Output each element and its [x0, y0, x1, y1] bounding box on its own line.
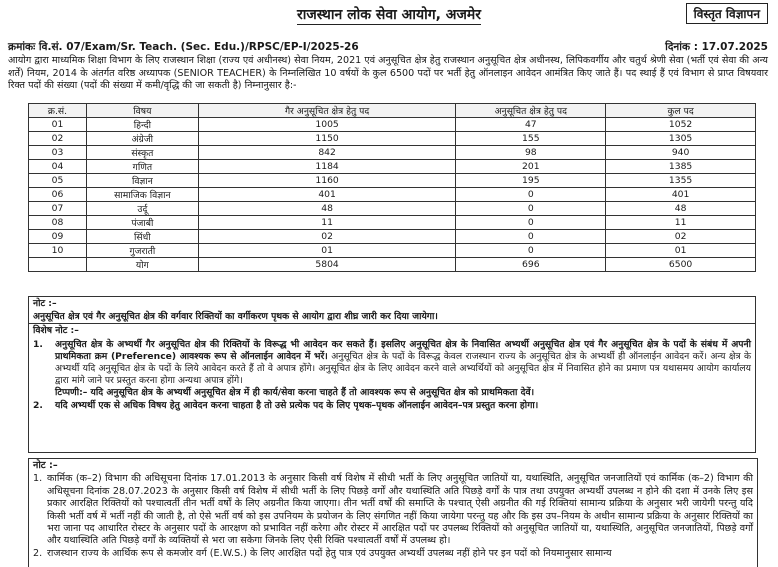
cell-serial: 07 — [29, 202, 87, 216]
table-row — [29, 216, 756, 230]
total-non-scheduled: 5804 — [198, 258, 456, 272]
vacancy-table — [28, 103, 756, 272]
intro-paragraph: आयोग द्वारा माध्यमिक शिक्षा विभाग के लिए राजस्थान शिक्षा (राज्य एवं अधीनस्थ) सेवा नियम, 2021 एवं अनुसूचित क्षेत्र हेतु राजस्थान अनुसूचित क्षेत्र अधीनस्थ, लिपिकवर्गीय और चतुर्थ श्रेणी सेवा (भर्ती एवं सेवा की अन्य शर्तें) नियम, 2014 के अंतर्गत वरिष्ठ अध्यापक (SENIOR TEACHER) के निम्नलिखित 10 वर्षयों के कुल 6500 पदों पर भर्ती हेतु ऑनलाइन आवेदन आमंत्रित किए जाते हैं। पद स्थाई हैं एवं विभाग से प्राप्त विषयवार रिक्त पदों की संख्या (पदों की संख्या में कमी/वृद्धि की जा सकती है) निम्नानुसार है:- — [8, 55, 768, 92]
item-text — [55, 339, 751, 388]
item-text: यदि अभ्यर्थी एक से अधिक विषय हेतु आवेदन करना चाहता है तो उसे प्रत्येक पद के लिए पृथक–पृथक ऑनलाईन आवेदन–पत्र प्रस्तुत करना होगा। — [55, 399, 539, 411]
total-scheduled: 696 — [456, 258, 606, 272]
reference-code: 07/Exam/Sr. Teach. (Sec. Edu.)/RPSC/EP-I/2025-26 — [66, 41, 359, 53]
tip-note: टिप्पणी:– यदि अनुसूचित क्षेत्र के अभ्यर्थी अनुसूचित क्षेत्र में ही कार्य/सेवा करना चाहते हैं तो आवश्यक रूप से अनुसूचित क्षेत्र को प्राथमिकता देवें। — [55, 387, 535, 399]
detailed-advertisement-badge: विस्तृत विज्ञापन — [686, 3, 768, 24]
cell-non-scheduled: 1005 — [198, 118, 456, 132]
cell-scheduled: 98 — [456, 146, 606, 160]
issue-date — [665, 40, 768, 54]
item-number: 1. — [33, 338, 43, 350]
cell-total: 940 — [606, 146, 756, 160]
special-note-item-1 — [29, 339, 755, 388]
cell-scheduled: 0 — [456, 216, 606, 230]
item-number: 2. — [33, 399, 43, 411]
note-heading: नोट :– — [33, 298, 57, 309]
cell-total: 1385 — [606, 160, 756, 174]
table-row — [29, 174, 756, 188]
cell-total: 1355 — [606, 174, 756, 188]
general-notes — [28, 458, 758, 567]
general-note-item-1 — [29, 473, 757, 547]
table-row — [29, 230, 756, 244]
cell-non-scheduled: 1160 — [198, 174, 456, 188]
cell-total: 1305 — [606, 132, 756, 146]
cell-non-scheduled: 1150 — [198, 132, 456, 146]
item-text: राजस्थान राज्य के आर्थिक रूप से कमजोर वर्ग (E.W.S.) के लिए आरक्षित पदों हेतु पात्र एवं उपयुक्त अभ्यर्थी उपलब्ध नहीं होने पर इन पदों को नियमानुसार सामान्य — [47, 547, 612, 559]
table-header-row — [29, 104, 756, 118]
total-label: योग — [86, 258, 198, 272]
table-row — [29, 202, 756, 216]
cell-non-scheduled: 11 — [198, 216, 456, 230]
notes-box — [28, 296, 756, 453]
cell-subject: हिन्दी — [86, 118, 198, 132]
reference-number — [8, 40, 359, 54]
table-row — [29, 244, 756, 258]
cell-scheduled: 47 — [456, 118, 606, 132]
reference-line — [8, 40, 768, 54]
cell-total: 48 — [606, 202, 756, 216]
cell-subject: सिंधी — [86, 230, 198, 244]
cell-serial: 09 — [29, 230, 87, 244]
col-total: कुल पद — [606, 104, 756, 118]
note-classification-line: अनुसूचित क्षेत्र एवं गैर अनुसूचित क्षेत्र की वर्गवार रिक्तियों का वर्गीकरण पृथक से आयोग द्वारा शीघ्र जारी कर दिया जायेगा। — [29, 311, 755, 324]
special-note-heading: विशेष नोट :– — [33, 325, 79, 337]
cell-scheduled: 201 — [456, 160, 606, 174]
cell-non-scheduled: 401 — [198, 188, 456, 202]
cell-total: 401 — [606, 188, 756, 202]
cell-total: 01 — [606, 244, 756, 258]
total-all: 6500 — [606, 258, 756, 272]
cell-scheduled: 0 — [456, 202, 606, 216]
col-serial: क्र.सं. — [29, 104, 87, 118]
cell-subject: गुजराती — [86, 244, 198, 258]
item-text-rest: अनुसूचित क्षेत्र के पदों के विरूद्ध केवल राजस्थान राज्य के अनुसूचित क्षेत्र के अभ्यर्थी ही ऑनलाईन आवेदन करें। अन्य क्षेत्र के अभ्यर्थी यदि अनुसूचित क्षेत्र के पदों के लिये आवेदन करते हैं तो वे अपात्र होंगे। अनुसूचित क्षेत्र के लिए आवेदन करने वाले अभ्यर्थियों को अनुसूचित क्षेत्र में निवासित होने का प्रमाण पत्र यथासमय आयोग कार्यालय द्वारा मांगे जाने पर प्रस्तुत करना होगा अन्यथा अपात्र होंगे। — [55, 350, 752, 387]
item-number: 2. — [33, 547, 43, 559]
special-note-item-2 — [29, 400, 755, 412]
col-subject: विषय — [86, 104, 198, 118]
cell-non-scheduled: 02 — [198, 230, 456, 244]
cell-serial: 03 — [29, 146, 87, 160]
cell-total: 11 — [606, 216, 756, 230]
total-blank — [29, 258, 87, 272]
cell-non-scheduled: 48 — [198, 202, 456, 216]
cell-scheduled: 155 — [456, 132, 606, 146]
cell-subject: संस्कृत — [86, 146, 198, 160]
cell-non-scheduled: 842 — [198, 146, 456, 160]
table-row — [29, 146, 756, 160]
cell-non-scheduled: 01 — [198, 244, 456, 258]
general-note-item-2 — [29, 548, 757, 560]
cell-subject: गणित — [86, 160, 198, 174]
cell-serial: 04 — [29, 160, 87, 174]
cell-subject: सामाजिक विज्ञान — [86, 188, 198, 202]
cell-serial: 05 — [29, 174, 87, 188]
cell-serial: 08 — [29, 216, 87, 230]
item-number: 1. — [33, 473, 43, 485]
item-text-bold: अनुसूचित क्षेत्र के अभ्यर्थी गैर अनुसूचित क्षेत्र की रिक्तियों के विरूद्ध भी आवेदन कर सकते हैं। इसलिए अनुसूचित क्षेत्र के निवासित अभ्यर्थी अनुसूचित क्षेत्र एवं गैर अनुसूचित क्षेत्र के पदों के संबंध में अपनी प्राथमिकता क्रम (Preference) आवश्यक रूप से ऑनलाईन आवेदन में भरें। — [55, 338, 751, 362]
cell-serial: 10 — [29, 244, 87, 258]
cell-non-scheduled: 1184 — [198, 160, 456, 174]
date-value: 17.07.2025 — [701, 41, 768, 53]
col-scheduled: अनुसूचित क्षेत्र हेतु पद — [456, 104, 606, 118]
general-note-heading: नोट :– — [33, 460, 58, 471]
cell-total: 1052 — [606, 118, 756, 132]
cell-subject: अंग्रेजी — [86, 132, 198, 146]
cell-subject: उर्दू — [86, 202, 198, 216]
table-row — [29, 118, 756, 132]
cell-scheduled: 0 — [456, 188, 606, 202]
cell-scheduled: 195 — [456, 174, 606, 188]
col-non-scheduled: गैर अनुसूचित क्षेत्र हेतु पद — [198, 104, 456, 118]
cell-serial: 02 — [29, 132, 87, 146]
cell-serial: 01 — [29, 118, 87, 132]
date-label: दिनांक : — [665, 41, 698, 53]
cell-total: 02 — [606, 230, 756, 244]
cell-serial: 06 — [29, 188, 87, 202]
table-row — [29, 160, 756, 174]
cell-scheduled: 0 — [456, 230, 606, 244]
commission-name: राजस्थान लोक सेवा आयोग, अजमेर — [297, 7, 481, 23]
item-text: कार्मिक (क–2) विभाग की अधिसूचना दिनांक 17.01.2013 के अनुसार किसी वर्ष विशेष में सीधी भर्ती के लिए अनुसूचित जातियों या, यथास्थिति, अनुसूचित जनजातियों एवं कार्मिक (क–2) विभाग की अधिसूचना दिनांक 28.07.2023 के अनुसार किसी वर्ष विशेष में सीधी भर्ती के लिए पिछड़े वर्गों और यथास्थिति अति पिछड़े वर्गों के पात्र तथा उपयुक्त अभ्यर्थी उपलब्ध न होने की दशा में उनके लिए इस प्रकार आरक्षित रिक्तियों को पश्चात्वर्ती तीन भर्ती वर्षों के लिए अग्रनीत किया जाएगा। तीन भर्ती वर्षों की समाप्ति के पश्चात् ऐसी अग्रनीत की गई रिक्तियां सामान्य प्रक्रिया के अनुसार भरी जायेगी परन्तु यदि किसी भर्ती वर्ष में भर्ती नहीं की जाती है, तो ऐसे भर्ती वर्ष को इस उपनियम के प्रयोजन के लिए संगणित नहीं किया जायेगा परन्तु यह और कि इस उप–नियम के अधीन सामान्य प्रक्रिया के अनुसार रिक्तियों का भरा जाना पद आधारित रोस्टर के अनुसार पदों के आरक्षण को प्रभावित नहीं करेगा और रोस्टर में आरक्षित पदों पर उपलब्ध रिक्तियों को अनुसूचित जातियों या, यथास्थिति, अनुसूचित जनजातियों, पिछड़े वर्गों और यथास्थिति अति पिछड़े वर्गों के व्यक्तियों से भरा जा सकेगा जिनके लिए ऐसी रिक्ति पश्चात्वर्ती वर्षों में उपलब्ध हो। — [47, 473, 753, 547]
page-title — [0, 5, 778, 24]
table-total-row — [29, 258, 756, 272]
reference-label: क्रमांकः वि.सं. — [8, 41, 63, 53]
cell-scheduled: 0 — [456, 244, 606, 258]
cell-subject: पंजाबी — [86, 216, 198, 230]
table-row — [29, 188, 756, 202]
cell-subject: विज्ञान — [86, 174, 198, 188]
table-row — [29, 132, 756, 146]
